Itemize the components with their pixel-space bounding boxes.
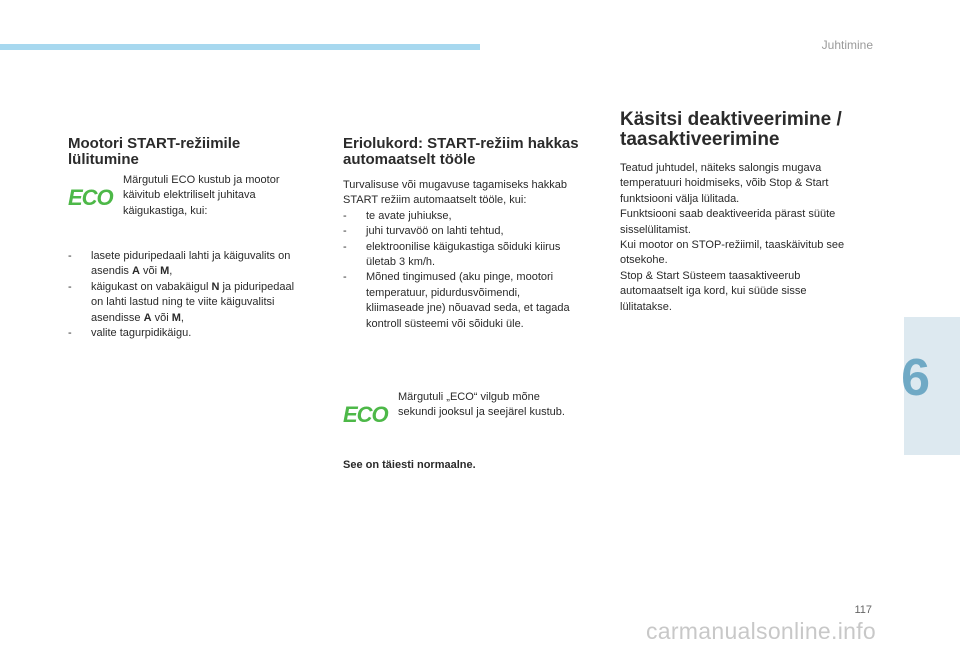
list-item xyxy=(68,326,328,341)
text-run: või xyxy=(139,265,161,278)
eco-blink-text: Märgutuli „ECO“ vilgub mõne sekundi jooksul ja seejärel kustub. xyxy=(398,391,565,419)
paragraph-line: Kui mootor on STOP-režiimil, taaskäivitub see xyxy=(620,239,845,252)
text-run: A xyxy=(143,311,152,324)
text-run: M xyxy=(171,311,181,324)
bullet-dash: - xyxy=(343,209,347,222)
paragraph-line: Teatud juhtudel, näiteks salongis mugava xyxy=(620,162,822,174)
text-run: N xyxy=(211,280,220,293)
column-start-mode xyxy=(68,136,328,168)
list-item xyxy=(343,240,605,271)
list-item-line: te avate juhiukse, xyxy=(366,209,452,222)
list-item xyxy=(343,270,605,332)
section-title-manual-deactivation: Käsitsi deaktiveerimine / taasaktiveerimine xyxy=(620,109,842,150)
paragraph-line: Funktsiooni saab deaktiveerida pärast süüte xyxy=(620,208,836,221)
special-case-intro: Turvalisuse või mugavuse tagamiseks hakkab START režiim automaatselt tööle, kui: xyxy=(343,179,567,207)
list-item-line xyxy=(91,295,328,310)
start-conditions-list xyxy=(68,249,328,341)
paragraph-line: otsekohe. xyxy=(620,254,668,267)
text-run: , xyxy=(169,265,173,278)
paragraph-line: Stop & Start Süsteem taasaktiveerub xyxy=(620,269,801,282)
list-item-line: kliimaseade jne) nõuavad seda, et tagada xyxy=(366,302,570,315)
normal-note: See on täiesti normaalne. xyxy=(343,459,476,471)
chapter-title: Juhtimine xyxy=(821,38,873,52)
text-run: käigukast on vabakäigul xyxy=(91,280,212,293)
eco-indicator-icon: ECO xyxy=(68,185,113,210)
eco-intro-text: Märgutuli ECO kustub ja mootor käivitub elektriliselt juhitava käigukastiga, kui: xyxy=(123,174,280,217)
column-special-case xyxy=(343,136,605,332)
list-item-line: kontroll süsteemi või sõiduki üle. xyxy=(366,317,524,330)
header-accent-bar xyxy=(0,44,480,50)
bullet-dash: - xyxy=(68,280,72,293)
list-item-line: juhi turvavöö on lahti tehtud, xyxy=(366,225,504,238)
column-manual-deactivation xyxy=(620,110,880,315)
text-run: või xyxy=(151,311,172,324)
list-item-line: ületab 3 km/h. xyxy=(366,256,436,269)
list-item xyxy=(343,209,605,224)
list-item-line xyxy=(91,311,328,326)
bullet-dash: - xyxy=(343,240,347,253)
text-run: asendisse xyxy=(91,311,144,324)
text-run: , xyxy=(180,311,184,324)
bullet-dash: - xyxy=(343,225,347,238)
manual-deactivation-text xyxy=(620,161,880,315)
paragraph-line: automaatselt iga kord, kui süüde sisse xyxy=(620,285,807,298)
bullet-dash: - xyxy=(343,271,347,284)
list-item xyxy=(68,249,328,280)
section-title-start-mode: Mootori START-režiimile lülitumine xyxy=(68,135,241,168)
text-run: M xyxy=(160,265,170,278)
text-run: A xyxy=(131,265,140,278)
text-run: ja piduripedaal xyxy=(219,280,295,293)
text-run: lasete piduripedaali lahti ja käiguvalits on xyxy=(91,250,291,262)
list-item-line xyxy=(91,264,328,279)
list-item-line: temperatuur, pidurdusvõimendi, xyxy=(366,286,521,299)
eco-blink-icon: ECO xyxy=(343,402,388,427)
list-item-line xyxy=(91,326,328,341)
list-item-line: elektroonilise käigukastiga sõiduki kiirus xyxy=(366,240,561,253)
text-run: on lahti lastud ning te viite käiguvalitsi xyxy=(91,296,275,309)
list-item xyxy=(68,280,328,326)
text-run: asendis xyxy=(91,265,132,278)
chapter-number: 6 xyxy=(901,349,930,407)
text-run: valite tagurpidikäigu. xyxy=(91,327,192,340)
bullet-dash: - xyxy=(68,327,72,340)
bullet-dash: - xyxy=(68,250,72,262)
section-title-special-case: Eriolukord: START-režiim hakkas automaatselt tööle xyxy=(343,135,579,168)
auto-start-list xyxy=(343,209,605,332)
watermark: carmanualsonline.info xyxy=(645,618,876,644)
page-number: 117 xyxy=(854,604,872,616)
list-item-line xyxy=(91,249,328,264)
paragraph-line: lülitatakse. xyxy=(620,300,672,313)
list-item xyxy=(343,224,605,239)
paragraph-line: sisselülitamist. xyxy=(620,223,691,236)
list-item-line xyxy=(91,280,328,295)
paragraph-line: funktsiooni välja lülitada. xyxy=(620,192,740,205)
paragraph-line: temperatuuri hoidmiseks, võib Stop & Start xyxy=(620,177,829,190)
list-item-line: Mõned tingimused (aku pinge, mootori xyxy=(366,271,554,284)
